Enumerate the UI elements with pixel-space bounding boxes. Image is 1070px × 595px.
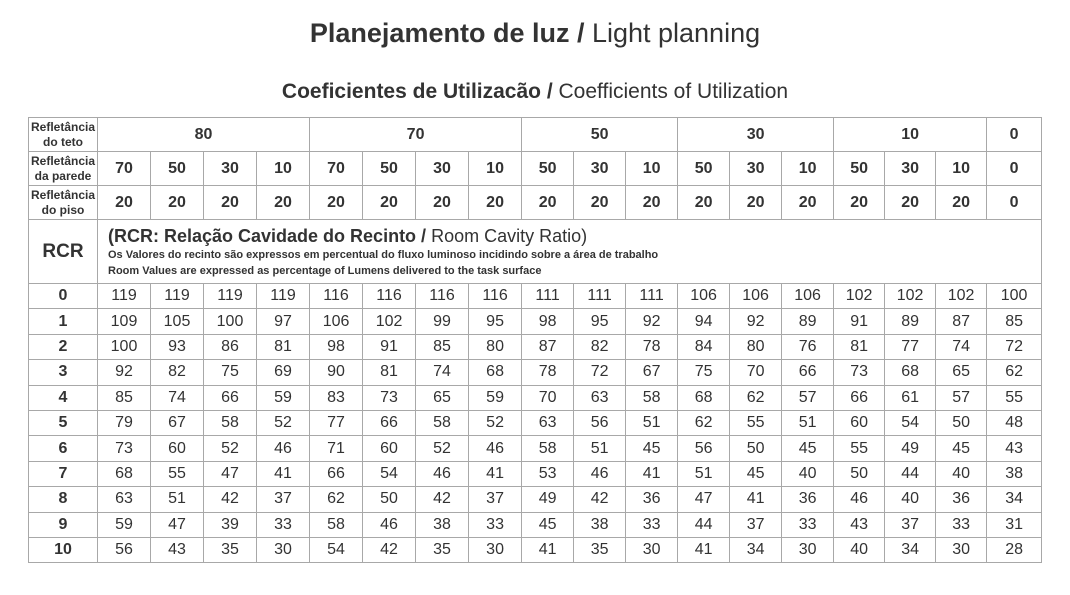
floor-value: 20 (469, 186, 522, 220)
utilization-value: 106 (310, 309, 363, 334)
floor-value: 20 (834, 186, 885, 220)
utilization-value: 60 (363, 436, 416, 461)
utilization-value: 111 (626, 284, 678, 309)
utilization-value: 98 (522, 309, 574, 334)
rcr-value: 2 (29, 334, 98, 359)
floor-value: 20 (936, 186, 987, 220)
utilization-value: 56 (678, 436, 730, 461)
utilization-value: 38 (987, 461, 1042, 486)
utilization-value: 49 (522, 487, 574, 512)
utilization-value: 41 (730, 487, 782, 512)
floor-value: 20 (363, 186, 416, 220)
utilization-value: 51 (782, 410, 834, 435)
utilization-value: 63 (522, 410, 574, 435)
table-subtitle-bold: Coeficientes de Utilizacão / (281, 80, 553, 103)
utilization-value: 55 (987, 385, 1042, 410)
utilization-value: 35 (574, 537, 626, 562)
utilization-value: 52 (204, 436, 257, 461)
table-row (29, 284, 1042, 309)
utilization-value: 102 (834, 284, 885, 309)
utilization-value: 42 (416, 487, 469, 512)
utilization-value: 30 (469, 537, 522, 562)
utilization-value: 85 (987, 309, 1042, 334)
utilization-value: 44 (678, 512, 730, 537)
utilization-value: 95 (469, 309, 522, 334)
utilization-value: 99 (416, 309, 469, 334)
utilization-value: 119 (151, 284, 204, 309)
wall-value: 30 (574, 152, 626, 186)
utilization-value: 105 (151, 309, 204, 334)
utilization-value: 52 (416, 436, 469, 461)
utilization-value: 85 (98, 385, 151, 410)
utilization-value: 35 (204, 537, 257, 562)
floor-value: 20 (416, 186, 469, 220)
utilization-value: 61 (885, 385, 936, 410)
rcr-header-row (29, 220, 1042, 284)
utilization-value: 43 (834, 512, 885, 537)
floor-value: 20 (574, 186, 626, 220)
floor-value: 20 (730, 186, 782, 220)
utilization-value: 37 (257, 487, 310, 512)
utilization-value: 67 (626, 360, 678, 385)
utilization-value: 50 (834, 461, 885, 486)
utilization-value: 84 (678, 334, 730, 359)
utilization-value: 35 (416, 537, 469, 562)
utilization-value: 92 (98, 360, 151, 385)
utilization-value: 92 (626, 309, 678, 334)
utilization-value: 116 (310, 284, 363, 309)
utilization-value: 30 (257, 537, 310, 562)
utilization-value: 59 (257, 385, 310, 410)
label-line: Refletância (30, 187, 96, 202)
utilization-value: 79 (98, 410, 151, 435)
utilization-value: 74 (151, 385, 204, 410)
utilization-value: 55 (151, 461, 204, 486)
floor-value: 20 (204, 186, 257, 220)
utilization-value: 47 (151, 512, 204, 537)
utilization-value: 73 (363, 385, 416, 410)
wall-value: 50 (522, 152, 574, 186)
utilization-value: 75 (204, 360, 257, 385)
label-line: da parede (34, 168, 92, 183)
utilization-value: 62 (678, 410, 730, 435)
wall-reflectance-row (29, 152, 1042, 186)
utilization-value: 66 (310, 461, 363, 486)
utilization-value: 85 (416, 334, 469, 359)
utilization-value: 111 (574, 284, 626, 309)
utilization-value: 30 (936, 537, 987, 562)
utilization-value: 81 (363, 360, 416, 385)
utilization-value: 54 (885, 410, 936, 435)
utilization-value: 30 (782, 537, 834, 562)
utilization-value: 46 (363, 512, 416, 537)
rcr-title-normal: Room Cavity Ratio) (426, 225, 588, 246)
wall-value: 30 (730, 152, 782, 186)
utilization-value: 56 (98, 537, 151, 562)
wall-value: 0 (987, 152, 1042, 186)
utilization-value: 34 (885, 537, 936, 562)
utilization-value: 82 (151, 360, 204, 385)
utilization-value: 30 (626, 537, 678, 562)
utilization-value: 68 (885, 360, 936, 385)
utilization-value: 45 (730, 461, 782, 486)
utilization-value: 41 (522, 537, 574, 562)
utilization-value: 74 (936, 334, 987, 359)
utilization-value: 33 (782, 512, 834, 537)
utilization-value: 46 (416, 461, 469, 486)
utilization-value: 47 (204, 461, 257, 486)
utilization-value: 65 (416, 385, 469, 410)
utilization-value: 106 (678, 284, 730, 309)
utilization-value: 57 (782, 385, 834, 410)
utilization-value: 50 (363, 487, 416, 512)
utilization-value: 59 (98, 512, 151, 537)
utilization-value: 63 (574, 385, 626, 410)
utilization-value: 82 (574, 334, 626, 359)
utilization-value: 70 (522, 385, 574, 410)
utilization-value: 49 (885, 436, 936, 461)
utilization-value: 58 (204, 410, 257, 435)
utilization-value: 57 (936, 385, 987, 410)
utilization-value: 100 (204, 309, 257, 334)
floor-value: 20 (310, 186, 363, 220)
wall-value: 50 (363, 152, 416, 186)
utilization-value: 80 (730, 334, 782, 359)
utilization-value: 59 (469, 385, 522, 410)
utilization-value: 43 (151, 537, 204, 562)
utilization-value: 68 (678, 385, 730, 410)
utilization-value: 48 (987, 410, 1042, 435)
wall-value: 10 (936, 152, 987, 186)
utilization-value: 60 (834, 410, 885, 435)
utilization-value: 109 (98, 309, 151, 334)
rcr-value: 8 (29, 487, 98, 512)
utilization-value: 28 (987, 537, 1042, 562)
utilization-value: 58 (310, 512, 363, 537)
utilization-value: 119 (257, 284, 310, 309)
utilization-value: 94 (678, 309, 730, 334)
rcr-value: 3 (29, 360, 98, 385)
utilization-value: 42 (363, 537, 416, 562)
utilization-value: 72 (574, 360, 626, 385)
utilization-value: 55 (834, 436, 885, 461)
ceiling-value: 10 (834, 118, 987, 152)
utilization-value: 92 (730, 309, 782, 334)
utilization-value: 56 (574, 410, 626, 435)
utilization-value: 77 (310, 410, 363, 435)
utilization-value: 46 (574, 461, 626, 486)
floor-value: 20 (257, 186, 310, 220)
utilization-value: 54 (310, 537, 363, 562)
utilization-value: 58 (522, 436, 574, 461)
utilization-value: 66 (782, 360, 834, 385)
utilization-value: 53 (522, 461, 574, 486)
wall-value: 50 (834, 152, 885, 186)
utilization-value: 55 (730, 410, 782, 435)
wall-value: 10 (257, 152, 310, 186)
utilization-value: 50 (936, 410, 987, 435)
table-row (29, 487, 1042, 512)
table-row (29, 436, 1042, 461)
utilization-value: 111 (522, 284, 574, 309)
rcr-description (98, 220, 1042, 284)
label-line: do teto (43, 134, 83, 149)
utilization-value: 52 (469, 410, 522, 435)
ceiling-reflectance-label (29, 118, 98, 152)
page-title-normal: Light planning (584, 18, 761, 48)
page-title-bold: Planejamento de luz / (309, 18, 585, 48)
utilization-value: 66 (834, 385, 885, 410)
utilization-value: 89 (885, 309, 936, 334)
utilization-value: 41 (626, 461, 678, 486)
utilization-value: 43 (987, 436, 1042, 461)
utilization-value: 116 (416, 284, 469, 309)
utilization-value: 37 (730, 512, 782, 537)
table-subtitle (0, 79, 1070, 105)
rcr-note-portuguese: Os Valores do recinto são expressos em percentual do fluxo luminoso incidindo sobre a área de trabalho (108, 248, 659, 261)
wall-value: 30 (416, 152, 469, 186)
utilization-value: 106 (730, 284, 782, 309)
utilization-value: 51 (678, 461, 730, 486)
ceiling-value: 30 (678, 118, 834, 152)
utilization-value: 72 (987, 334, 1042, 359)
rcr-note-english: Room Values are expressed as percentage of Lumens delivered to the task surface (108, 264, 542, 277)
utilization-value: 102 (885, 284, 936, 309)
utilization-value: 33 (469, 512, 522, 537)
floor-value: 20 (626, 186, 678, 220)
table-row (29, 360, 1042, 385)
utilization-value: 58 (416, 410, 469, 435)
ceiling-reflectance-row (29, 118, 1042, 152)
ceiling-value: 80 (98, 118, 310, 152)
utilization-value: 41 (257, 461, 310, 486)
utilization-value: 31 (987, 512, 1042, 537)
utilization-value: 36 (626, 487, 678, 512)
rcr-value: 4 (29, 385, 98, 410)
utilization-value: 77 (885, 334, 936, 359)
wall-value: 10 (626, 152, 678, 186)
utilization-value: 68 (469, 360, 522, 385)
utilization-value: 66 (204, 385, 257, 410)
utilization-value: 37 (885, 512, 936, 537)
table-row (29, 461, 1042, 486)
utilization-value: 62 (310, 487, 363, 512)
utilization-value: 106 (782, 284, 834, 309)
utilization-value: 33 (936, 512, 987, 537)
rcr-value: 9 (29, 512, 98, 537)
utilization-value: 71 (310, 436, 363, 461)
wall-value: 50 (678, 152, 730, 186)
rcr-value: 0 (29, 284, 98, 309)
floor-value: 20 (98, 186, 151, 220)
utilization-value: 51 (151, 487, 204, 512)
utilization-value: 119 (204, 284, 257, 309)
table-subtitle-normal: Coefficients of Utilization (552, 80, 789, 103)
utilization-value: 46 (834, 487, 885, 512)
floor-value: 20 (782, 186, 834, 220)
utilization-value: 41 (469, 461, 522, 486)
utilization-value: 54 (363, 461, 416, 486)
utilization-value: 58 (626, 385, 678, 410)
utilization-value: 45 (626, 436, 678, 461)
utilization-value: 37 (469, 487, 522, 512)
floor-value: 20 (885, 186, 936, 220)
utilization-value: 75 (678, 360, 730, 385)
utilization-value: 33 (626, 512, 678, 537)
utilization-value: 60 (151, 436, 204, 461)
utilization-value: 80 (469, 334, 522, 359)
utilization-value: 51 (626, 410, 678, 435)
wall-value: 10 (782, 152, 834, 186)
utilization-value: 46 (257, 436, 310, 461)
floor-value: 0 (987, 186, 1042, 220)
utilization-value: 86 (204, 334, 257, 359)
table-row (29, 410, 1042, 435)
utilization-value: 119 (98, 284, 151, 309)
floor-reflectance-label (29, 186, 98, 220)
wall-value: 70 (310, 152, 363, 186)
utilization-value: 33 (257, 512, 310, 537)
utilization-value: 73 (834, 360, 885, 385)
utilization-value: 90 (310, 360, 363, 385)
floor-value: 20 (678, 186, 730, 220)
utilization-value: 34 (987, 487, 1042, 512)
utilization-value: 87 (936, 309, 987, 334)
utilization-value: 91 (363, 334, 416, 359)
utilization-value: 40 (834, 537, 885, 562)
table-row (29, 334, 1042, 359)
utilization-value: 38 (574, 512, 626, 537)
utilization-value: 116 (469, 284, 522, 309)
rcr-value: 5 (29, 410, 98, 435)
floor-reflectance-row (29, 186, 1042, 220)
floor-value: 20 (151, 186, 204, 220)
utilization-value: 91 (834, 309, 885, 334)
page-title (0, 16, 1070, 50)
utilization-value: 95 (574, 309, 626, 334)
utilization-value: 42 (574, 487, 626, 512)
utilization-value: 45 (522, 512, 574, 537)
rcr-value: 6 (29, 436, 98, 461)
utilization-value: 102 (936, 284, 987, 309)
utilization-value: 46 (469, 436, 522, 461)
utilization-value: 39 (204, 512, 257, 537)
label-line: do piso (41, 202, 85, 217)
coefficients-table (28, 117, 1042, 563)
utilization-value: 102 (363, 309, 416, 334)
label-line: Refletância (30, 153, 96, 168)
utilization-value: 38 (416, 512, 469, 537)
utilization-value: 36 (936, 487, 987, 512)
utilization-value: 36 (782, 487, 834, 512)
utilization-value: 116 (363, 284, 416, 309)
utilization-value: 66 (363, 410, 416, 435)
ceiling-value: 70 (310, 118, 522, 152)
utilization-value: 87 (522, 334, 574, 359)
utilization-value: 40 (782, 461, 834, 486)
utilization-value: 81 (257, 334, 310, 359)
rcr-value: 7 (29, 461, 98, 486)
utilization-value: 40 (936, 461, 987, 486)
utilization-value: 68 (98, 461, 151, 486)
utilization-value: 45 (936, 436, 987, 461)
utilization-value: 73 (98, 436, 151, 461)
utilization-value: 83 (310, 385, 363, 410)
ceiling-value: 50 (522, 118, 678, 152)
utilization-value: 76 (782, 334, 834, 359)
utilization-value: 34 (730, 537, 782, 562)
wall-value: 30 (204, 152, 257, 186)
floor-value: 20 (522, 186, 574, 220)
utilization-value: 47 (678, 487, 730, 512)
rcr-value: 1 (29, 309, 98, 334)
rcr-value: 10 (29, 537, 98, 562)
utilization-value: 70 (730, 360, 782, 385)
utilization-value: 45 (782, 436, 834, 461)
table-row (29, 309, 1042, 334)
utilization-value: 67 (151, 410, 204, 435)
utilization-value: 81 (834, 334, 885, 359)
table-row (29, 512, 1042, 537)
utilization-value: 41 (678, 537, 730, 562)
rcr-title-bold: (RCR: Relação Cavidade do Recinto / (108, 225, 427, 246)
utilization-value: 97 (257, 309, 310, 334)
wall-value: 70 (98, 152, 151, 186)
table-body (29, 118, 1042, 563)
utilization-value: 98 (310, 334, 363, 359)
table-row (29, 385, 1042, 410)
rcr-label: RCR (29, 220, 98, 284)
utilization-value: 74 (416, 360, 469, 385)
utilization-value: 51 (574, 436, 626, 461)
utilization-value: 50 (730, 436, 782, 461)
table-row (29, 537, 1042, 562)
utilization-value: 93 (151, 334, 204, 359)
wall-value: 50 (151, 152, 204, 186)
utilization-value: 89 (782, 309, 834, 334)
utilization-value: 44 (885, 461, 936, 486)
utilization-value: 62 (730, 385, 782, 410)
utilization-value: 78 (626, 334, 678, 359)
utilization-value: 65 (936, 360, 987, 385)
utilization-value: 42 (204, 487, 257, 512)
utilization-value: 40 (885, 487, 936, 512)
utilization-value: 100 (987, 284, 1042, 309)
label-line: Refletância (30, 119, 96, 134)
rcr-title (108, 225, 1041, 247)
utilization-value: 78 (522, 360, 574, 385)
utilization-value: 52 (257, 410, 310, 435)
utilization-value: 62 (987, 360, 1042, 385)
wall-value: 30 (885, 152, 936, 186)
utilization-value: 63 (98, 487, 151, 512)
utilization-value: 100 (98, 334, 151, 359)
ceiling-value: 0 (987, 118, 1042, 152)
wall-value: 10 (469, 152, 522, 186)
wall-reflectance-label (29, 152, 98, 186)
utilization-value: 69 (257, 360, 310, 385)
